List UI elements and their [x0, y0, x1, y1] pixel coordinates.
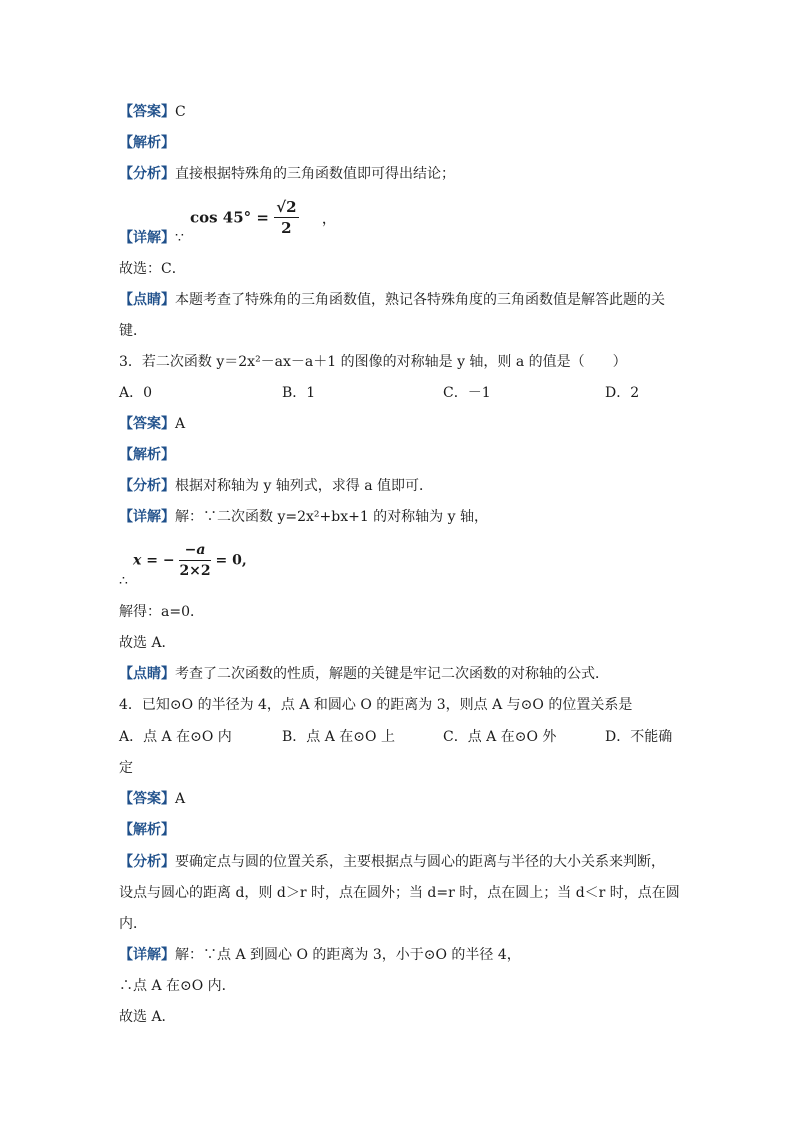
q4-stem: [119, 696, 632, 714]
fenxi-tag: 【分析】: [119, 478, 175, 494]
analysis-tag: 【解析】: [119, 135, 175, 151]
q4-xiangjie-line: [119, 946, 521, 964]
q3-analysis-line: [119, 446, 175, 464]
q3-option-c: C．－1: [443, 385, 491, 401]
dianjing-text-continued: 键．: [119, 323, 147, 339]
q4-fenxi-line-2: [119, 884, 680, 902]
fenxi-text: 要确定点与圆的位置关系，主要根据点与圆心的距离与半径的大小关系来判断，: [175, 854, 665, 870]
q4-option-a: A．点 A 在⊙O 内: [119, 729, 232, 745]
formula-rhs: = 0,: [215, 552, 247, 569]
dianjing-text: 考查了二次函数的性质，解题的关键是牢记二次函数的对称轴的公式．: [175, 666, 609, 682]
xiangjie-tag: 【详解】: [119, 947, 175, 963]
dianjing-tag: 【点睛】: [119, 292, 175, 308]
q4-fenxi-line: [119, 853, 665, 871]
fenxi-tag: 【分析】: [119, 854, 175, 870]
q2-dianjing-line: [119, 291, 665, 309]
q4-choose-line: [119, 1008, 176, 1026]
fraction-denominator: 2: [281, 219, 292, 237]
q3-option-b: B．1: [282, 385, 316, 401]
fenxi-text: 根据对称轴为 y 轴列式，求得 a 值即可．: [175, 478, 434, 494]
analysis-tag: 【解析】: [119, 447, 175, 463]
xiangjie-text: 解：∵点 A 到圆心 O 的距离为 3，小于⊙O 的半径 4，: [175, 947, 521, 963]
q4-fenxi-line-3: [119, 915, 147, 933]
xiangjie-tag: 【详解】: [119, 230, 175, 246]
q3-choose-line: [119, 634, 176, 652]
dianjing-tag: 【点睛】: [119, 666, 175, 682]
q2-xiangjie-line: [119, 229, 184, 247]
answer-tag: 【答案】: [119, 791, 175, 807]
formula-eq: =: [256, 208, 269, 227]
q2-formula: [190, 197, 337, 238]
analysis-tag: 【解析】: [119, 822, 175, 838]
q2-fenxi-line: [119, 165, 455, 183]
formula-fraction: [274, 197, 298, 238]
q2-dianjing-line-2: [119, 322, 147, 340]
q4-therefore-line: [119, 977, 236, 995]
q3-option-a: A．0: [119, 385, 153, 401]
q4-option-d-wrap: [119, 759, 133, 777]
question-stem: 4．已知⊙O 的半径为 4，点 A 和圆心 O 的距离为 3，则点 A 与⊙O 的位置关系是: [119, 697, 633, 713]
q2-analysis-line: [119, 134, 175, 152]
therefore-symbol: ∴: [119, 573, 128, 589]
q4-analysis-line: [119, 821, 175, 839]
q2-choose-line: [119, 260, 186, 278]
fenxi-tag: 【分析】: [119, 166, 175, 182]
q3-solve-line: [119, 603, 204, 621]
answer-value: A: [175, 791, 186, 807]
fraction-numerator: √2: [276, 198, 297, 216]
dianjing-text: 本题考查了特殊角的三角函数值，熟记各特殊角度的三角函数值是解答此题的关: [175, 292, 665, 308]
xiangjie-tag: 【详解】: [119, 509, 175, 525]
answer-tag: 【答案】: [119, 104, 175, 120]
q4-answer-line: [119, 790, 185, 808]
formula-tail: ，: [321, 209, 337, 227]
question-stem: 3．若二次函数 y＝2x²－ax－a＋1 的图像的对称轴是 y 轴，则 a 的值是（ ）: [119, 354, 627, 370]
formula-lhs: cos 45°: [190, 208, 252, 227]
q4-option-c: C．点 A 在⊙O 外: [443, 729, 557, 745]
q3-stem: [119, 353, 627, 371]
because-symbol: ∵: [175, 230, 184, 246]
answer-value: A: [175, 416, 186, 432]
xiangjie-text: 解：∵二次函数 y=2x²+bx+1 的对称轴为 y 轴，: [175, 509, 488, 525]
therefore-text: ∴点 A 在⊙O 内．: [119, 978, 236, 994]
answer-value: C: [175, 104, 186, 120]
q3-formula: [133, 540, 247, 581]
q3-answer-line: [119, 415, 185, 433]
choose-text: 故选 A．: [119, 1009, 176, 1025]
fenxi-text: 直接根据特殊角的三角函数值即可得出结论；: [175, 166, 455, 182]
fenxi-text-continued: 设点与圆心的距离 d，则 d＞r 时，点在圆外；当 d=r 时，点在圆上；当 d＜r 时，点在圆: [119, 885, 680, 901]
q3-option-d: D．2: [605, 385, 640, 401]
formula-fraction: [179, 540, 210, 581]
q4-option-b: B．点 A 在⊙O 上: [282, 729, 395, 745]
q3-therefore-line: [119, 572, 128, 590]
answer-tag: 【答案】: [119, 416, 175, 432]
formula-lhs: x = −: [133, 552, 175, 569]
q3-xiangjie-line: [119, 508, 488, 526]
choose-text: 故选：C．: [119, 261, 186, 277]
q3-fenxi-line: [119, 477, 433, 495]
option-d-continued: 定: [119, 760, 133, 776]
fraction-denominator: 2×2: [179, 563, 211, 579]
q4-option-d: D．不能确: [605, 729, 673, 745]
q3-dianjing-line: [119, 665, 609, 683]
fenxi-text-end: 内．: [119, 916, 147, 932]
fraction-numerator: −a: [179, 540, 210, 561]
choose-text: 故选 A．: [119, 635, 176, 651]
q2-answer-line: [119, 103, 186, 121]
solve-text: 解得：a=0．: [119, 604, 204, 620]
